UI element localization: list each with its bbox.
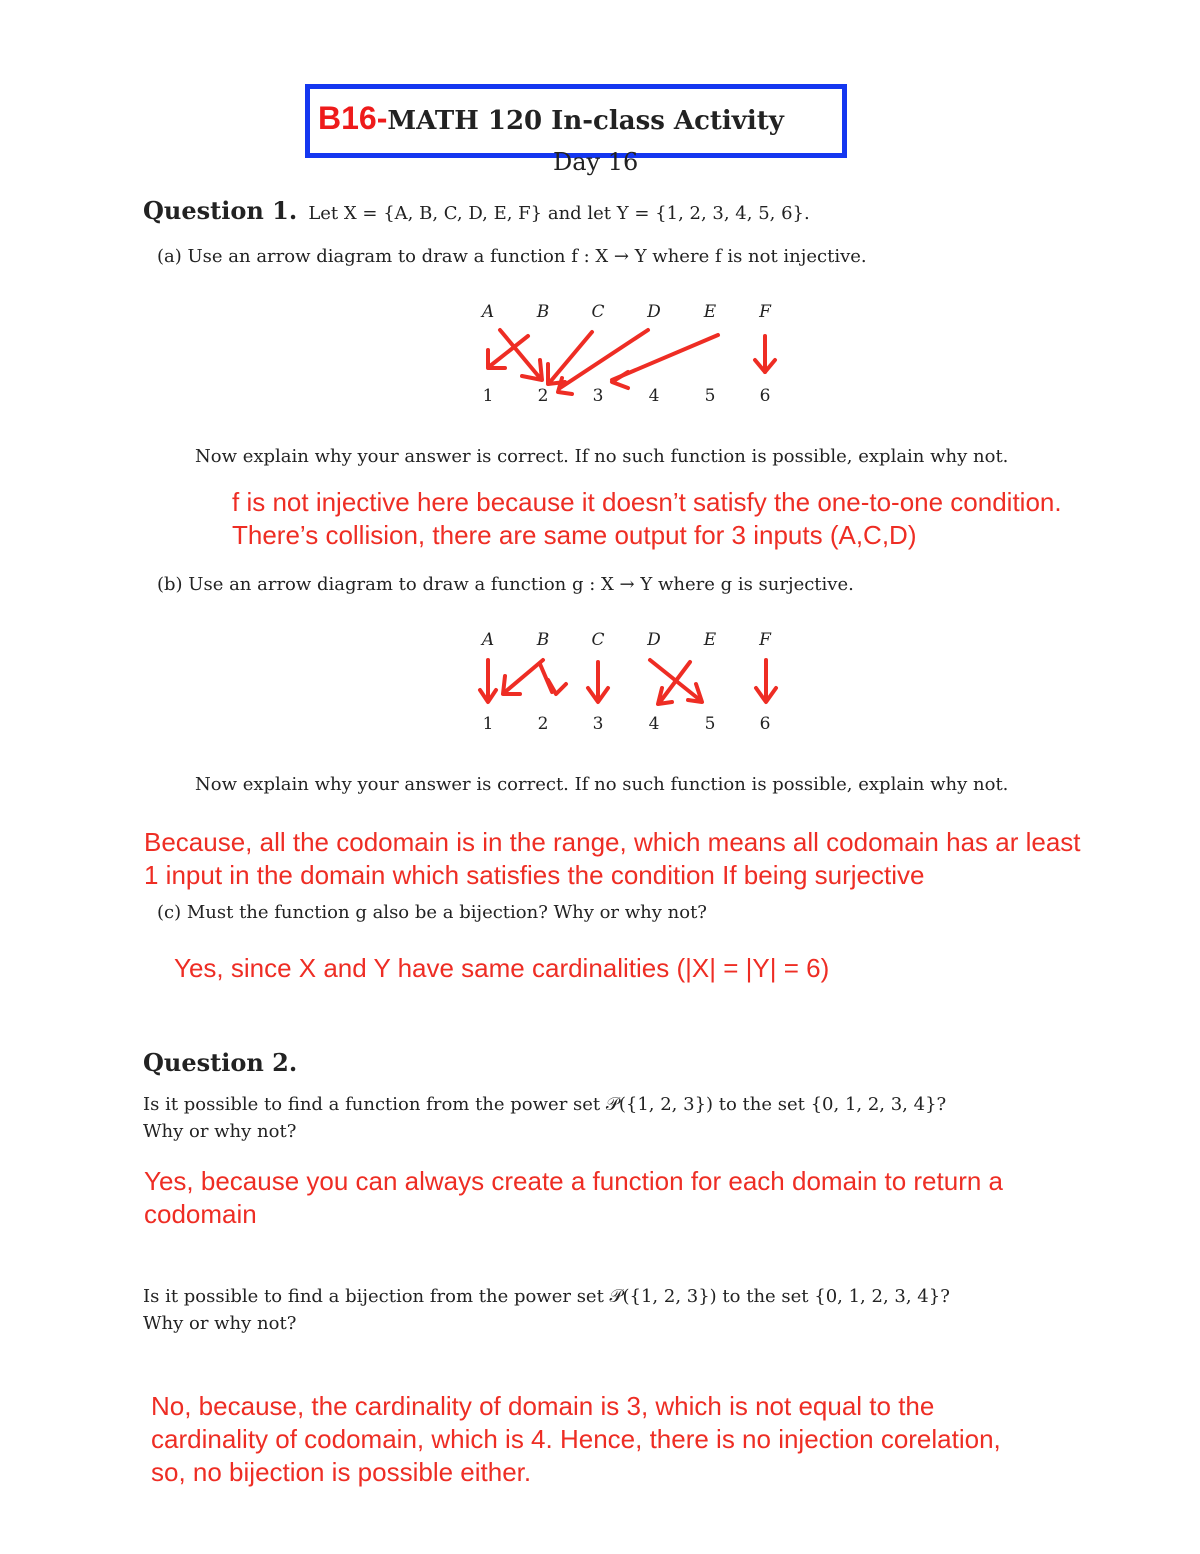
q1b-prompt: (b) Use an arrow diagram to draw a function g : X → Y where g is surjective.: [157, 574, 854, 595]
diagram-a-num-1: 1: [482, 386, 494, 406]
diagram-b-num-2: 2: [537, 714, 549, 734]
q2-p2-answer-line3: so, no bijection is possible either.: [151, 1457, 532, 1487]
q1-heading: Question 1.: [143, 196, 298, 225]
arrow-b-b-to-1: [505, 660, 543, 692]
q2-p2-line1: Is it possible to find a bijection from the power set 𝒫({1, 2, 3}) to the set {0, 1, 2, 3, 4}?: [143, 1286, 950, 1307]
q2-p1-line2: Why or why not?: [143, 1121, 297, 1142]
q2-p2-answer-line1: No, because, the cardinality of domain is 3, which is not equal to the: [151, 1391, 935, 1421]
q2-p1-answer-line1: Yes, because you can always create a function for each domain to return a: [144, 1166, 1004, 1196]
q2-p2-answer-line2: cardinality of codomain, which is 4. Hence, there is no injection corelation,: [151, 1424, 1001, 1454]
diagram-b-label-D: D: [647, 630, 661, 650]
diagram-b-num-5: 5: [704, 714, 716, 734]
diagram-a-num-5: 5: [704, 386, 716, 406]
arrow-e-to-3-head: [612, 372, 628, 388]
diagram-a-num-4: 4: [648, 386, 660, 406]
diagram-a-num-6: 6: [759, 386, 771, 406]
diagram-a-num-3: 3: [592, 386, 604, 406]
q1b-answer-line2: 1 input in the domain which satisfies the condition If being surjective: [144, 860, 925, 890]
diagram-a-label-A: A: [481, 302, 495, 322]
q2-p2-line2: Why or why not?: [143, 1313, 297, 1334]
q1a-answer-line2: There’s collision, there are same output for 3 inputs (A,C,D): [232, 520, 917, 550]
arrow-c-to-2: [550, 332, 592, 382]
q1-statement: Let X = {A, B, C, D, E, F} and let Y = {1, 2, 3, 4, 5, 6}.: [308, 203, 810, 224]
diagram-b-label-A: A: [481, 630, 495, 650]
diagram-b-label-E: E: [703, 630, 717, 650]
q1c-answer: Yes, since X and Y have same cardinalities (|X| = |Y| = 6): [174, 953, 830, 983]
page-subtitle: Day 16: [553, 148, 639, 176]
b16-badge: B16-: [318, 100, 388, 136]
diagram-b-label-C: C: [591, 630, 605, 650]
diagram-a-label-D: D: [647, 302, 661, 322]
diagram-b-num-1: 1: [482, 714, 494, 734]
diagram-b-num-3: 3: [592, 714, 604, 734]
q1a-prompt: (a) Use an arrow diagram to draw a function f : X → Y where f is not injective.: [157, 246, 867, 267]
diagram-b-label-B: B: [536, 630, 550, 650]
arrow-b-e-to-4: [660, 662, 690, 702]
diagram-a-label-C: C: [591, 302, 605, 322]
q2-p1-line1: Is it possible to find a function from the power set 𝒫({1, 2, 3}) to the set {0, 1, 2, 3, 4}?: [143, 1094, 947, 1115]
diagram-b-num-6: 6: [759, 714, 771, 734]
diagram-a-num-2: 2: [537, 386, 549, 406]
q2-heading: Question 2.: [143, 1048, 298, 1077]
q1c-prompt: (c) Must the function g also be a bijection? Why or why not?: [157, 902, 707, 923]
diagram-a-label-F: F: [759, 302, 771, 322]
q1b-answer-line1: Because, all the codomain is in the range, which means all codomain has ar least: [144, 827, 1081, 857]
arrow-d-to-2: [560, 330, 648, 388]
q2-p1-answer-line2: codomain: [144, 1199, 257, 1229]
q1a-answer-line1: f is not injective here because it doesn’t satisfy the one-to-one condition.: [232, 487, 1062, 517]
diagram-b-label-F: F: [759, 630, 771, 650]
diagram-a-label-E: E: [703, 302, 717, 322]
q1a-explain-prompt: Now explain why your answer is correct. If no such function is possible, explain why not.: [195, 446, 1009, 467]
diagram-a-label-B: B: [536, 302, 550, 322]
q1b-explain-prompt: Now explain why your answer is correct. If no such function is possible, explain why not.: [195, 774, 1009, 795]
page-title: MATH 120 In-class Activity: [387, 106, 784, 136]
diagram-b-num-4: 4: [648, 714, 660, 734]
